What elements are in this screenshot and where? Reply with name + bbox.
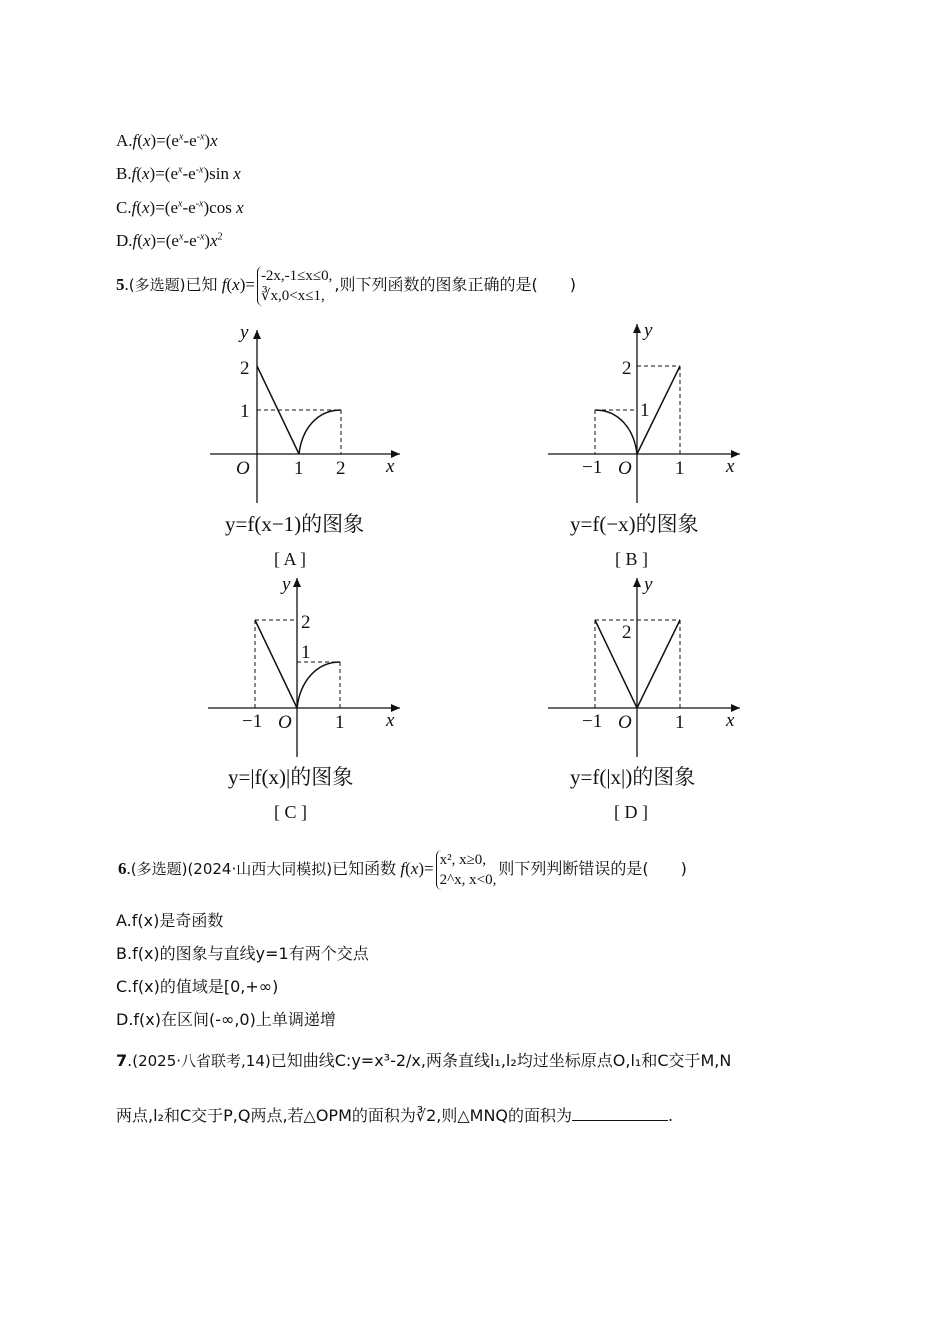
curve bbox=[595, 410, 637, 454]
curve bbox=[299, 410, 341, 454]
x-tick-neg1: −1 bbox=[242, 711, 263, 732]
question-7-line-2 bbox=[116, 1104, 673, 1127]
y-arrow-icon bbox=[633, 324, 641, 333]
origin-label: O bbox=[236, 458, 250, 479]
x-axis-label: x bbox=[386, 456, 395, 477]
x-tick-neg1: −1 bbox=[582, 457, 603, 478]
figure-caption: y=f(|x|)的图象 bbox=[570, 765, 696, 789]
question-6: 6.(多选题)(2024·山西大同模拟)已知函数 f(x)= x², x≥0, 2^x, x<0, 则下列判断错误的是( ) bbox=[118, 852, 687, 889]
q7-line-2: 两点,l₂和C交于P,Q两点,若△OPM的面积为∛2,则△MNQ的面积为 bbox=[116, 1106, 573, 1125]
graph-b bbox=[540, 318, 760, 578]
x-tick-2: 2 bbox=[336, 458, 346, 479]
q5-piece-2: ∛x,0<x≤1, bbox=[260, 288, 325, 305]
y-tick-2: 2 bbox=[301, 612, 311, 633]
segment bbox=[255, 620, 297, 708]
graph-d bbox=[540, 572, 760, 832]
y-axis-label: y bbox=[240, 322, 249, 343]
y-tick-2: 2 bbox=[622, 358, 632, 379]
origin-label: O bbox=[618, 458, 632, 479]
y-tick-1: 1 bbox=[240, 401, 250, 422]
q6-option-d: D.f(x)在区间(-∞,0)上单调递增 bbox=[116, 1010, 336, 1029]
q5-tag: (多选题) bbox=[128, 276, 186, 294]
x-tick-1: 1 bbox=[294, 458, 304, 479]
figure-label: [ B ] bbox=[615, 549, 648, 569]
y-arrow-icon bbox=[633, 578, 641, 587]
y-arrow-icon bbox=[253, 330, 261, 339]
figure-caption: y=|f(x)|的图象 bbox=[228, 765, 354, 789]
q6-number: 6 bbox=[118, 859, 127, 878]
y-tick-2: 2 bbox=[622, 622, 632, 643]
x-tick-1: 1 bbox=[675, 458, 685, 479]
q5-stem-suffix: ,则下列函数的图象正确的是( ) bbox=[334, 275, 576, 294]
q6-piece-2: 2^x, x<0, bbox=[439, 872, 497, 889]
figure-label: [ D ] bbox=[614, 802, 648, 822]
figure-caption: y=f(x−1)的图象 bbox=[225, 512, 365, 536]
x-tick-neg1: −1 bbox=[582, 711, 603, 732]
x-axis-label: x bbox=[726, 456, 735, 477]
y-axis-label: y bbox=[282, 574, 291, 595]
segment-right bbox=[637, 620, 680, 708]
y-tick-1: 1 bbox=[301, 642, 311, 663]
figure-d bbox=[540, 572, 760, 837]
curve bbox=[297, 662, 340, 708]
q5-stem-prefix: 已知 bbox=[185, 275, 218, 294]
y-tick-1: 1 bbox=[640, 400, 650, 421]
figure-b bbox=[540, 318, 760, 583]
figure-a bbox=[200, 318, 420, 583]
option-c: $C.f(x)=(e^x-e^{-x})\cos$ x bbox=[116, 198, 244, 217]
x-tick-1: 1 bbox=[675, 712, 685, 733]
figure-caption: y=f(−x)的图象 bbox=[570, 512, 699, 536]
q5-piecewise bbox=[257, 266, 332, 306]
q6-option-a: A.f(x)是奇函数 bbox=[116, 911, 224, 930]
x-axis-label: x bbox=[386, 710, 395, 731]
q5-piece-1: -2x,-1≤x≤0, bbox=[260, 268, 333, 285]
graph-a bbox=[200, 318, 420, 578]
q5-number: 5 bbox=[116, 275, 125, 294]
q7-number: 7 bbox=[116, 1051, 128, 1070]
figure-c bbox=[200, 572, 420, 837]
q6-piecewise bbox=[436, 850, 497, 890]
y-arrow-icon bbox=[293, 578, 301, 587]
origin-label: O bbox=[618, 712, 632, 733]
figure-label: [ A ] bbox=[274, 549, 307, 569]
y-tick-2: 2 bbox=[240, 358, 250, 379]
q6-option-c: C.f(x)的值域是[0,+∞) bbox=[116, 977, 279, 996]
y-axis-label: y bbox=[644, 320, 653, 341]
y-axis-label: y bbox=[644, 574, 653, 595]
q7-line-1: 已知曲线C:y=x³-2/x,两条直线l₁,l₂均过坐标原点O,l₁和C交于M,N bbox=[270, 1051, 732, 1070]
x-axis-label: x bbox=[726, 710, 735, 731]
option-b: $B.f(x)=(e^x-e^{-x})\sin$ x bbox=[116, 164, 241, 183]
q6-tag: (多选题)(2024·山西大同模拟) bbox=[130, 860, 333, 878]
q6-stem-suffix: 则下列判断错误的是( ) bbox=[498, 859, 687, 878]
q7-end: . bbox=[668, 1106, 674, 1125]
q6-option-b: B.f(x)的图象与直线y=1有两个交点 bbox=[116, 944, 369, 963]
option-a: $A.f(x)=(e^x-e^{-x})x$ bbox=[116, 131, 218, 150]
option-d: $D.f(x)=(e^x-e^{-x})x^2$ bbox=[116, 231, 223, 250]
origin-label: O bbox=[278, 712, 292, 733]
q7-tag: (2025·八省联考,14) bbox=[132, 1052, 271, 1070]
question-5: 5.(多选题)已知 f(x)= -2x,-1≤x≤0, ∛x,0<x≤1, ,则下列函数的图象正确的是( ) bbox=[116, 268, 576, 305]
figure-label: [ C ] bbox=[274, 802, 307, 822]
q6-piece-1: x², x≥0, bbox=[439, 852, 487, 869]
x-tick-1: 1 bbox=[335, 712, 345, 733]
answer-blank[interactable] bbox=[572, 1104, 668, 1121]
q6-stem-prefix: 已知函数 bbox=[332, 859, 397, 878]
question-7-line-1: 7.(2025·八省联考,14)已知曲线C:y=x³-2/x,两条直线l₁,l₂均过坐标原点O,l₁和C交于M,N bbox=[116, 1051, 732, 1070]
graph-c bbox=[200, 572, 420, 832]
